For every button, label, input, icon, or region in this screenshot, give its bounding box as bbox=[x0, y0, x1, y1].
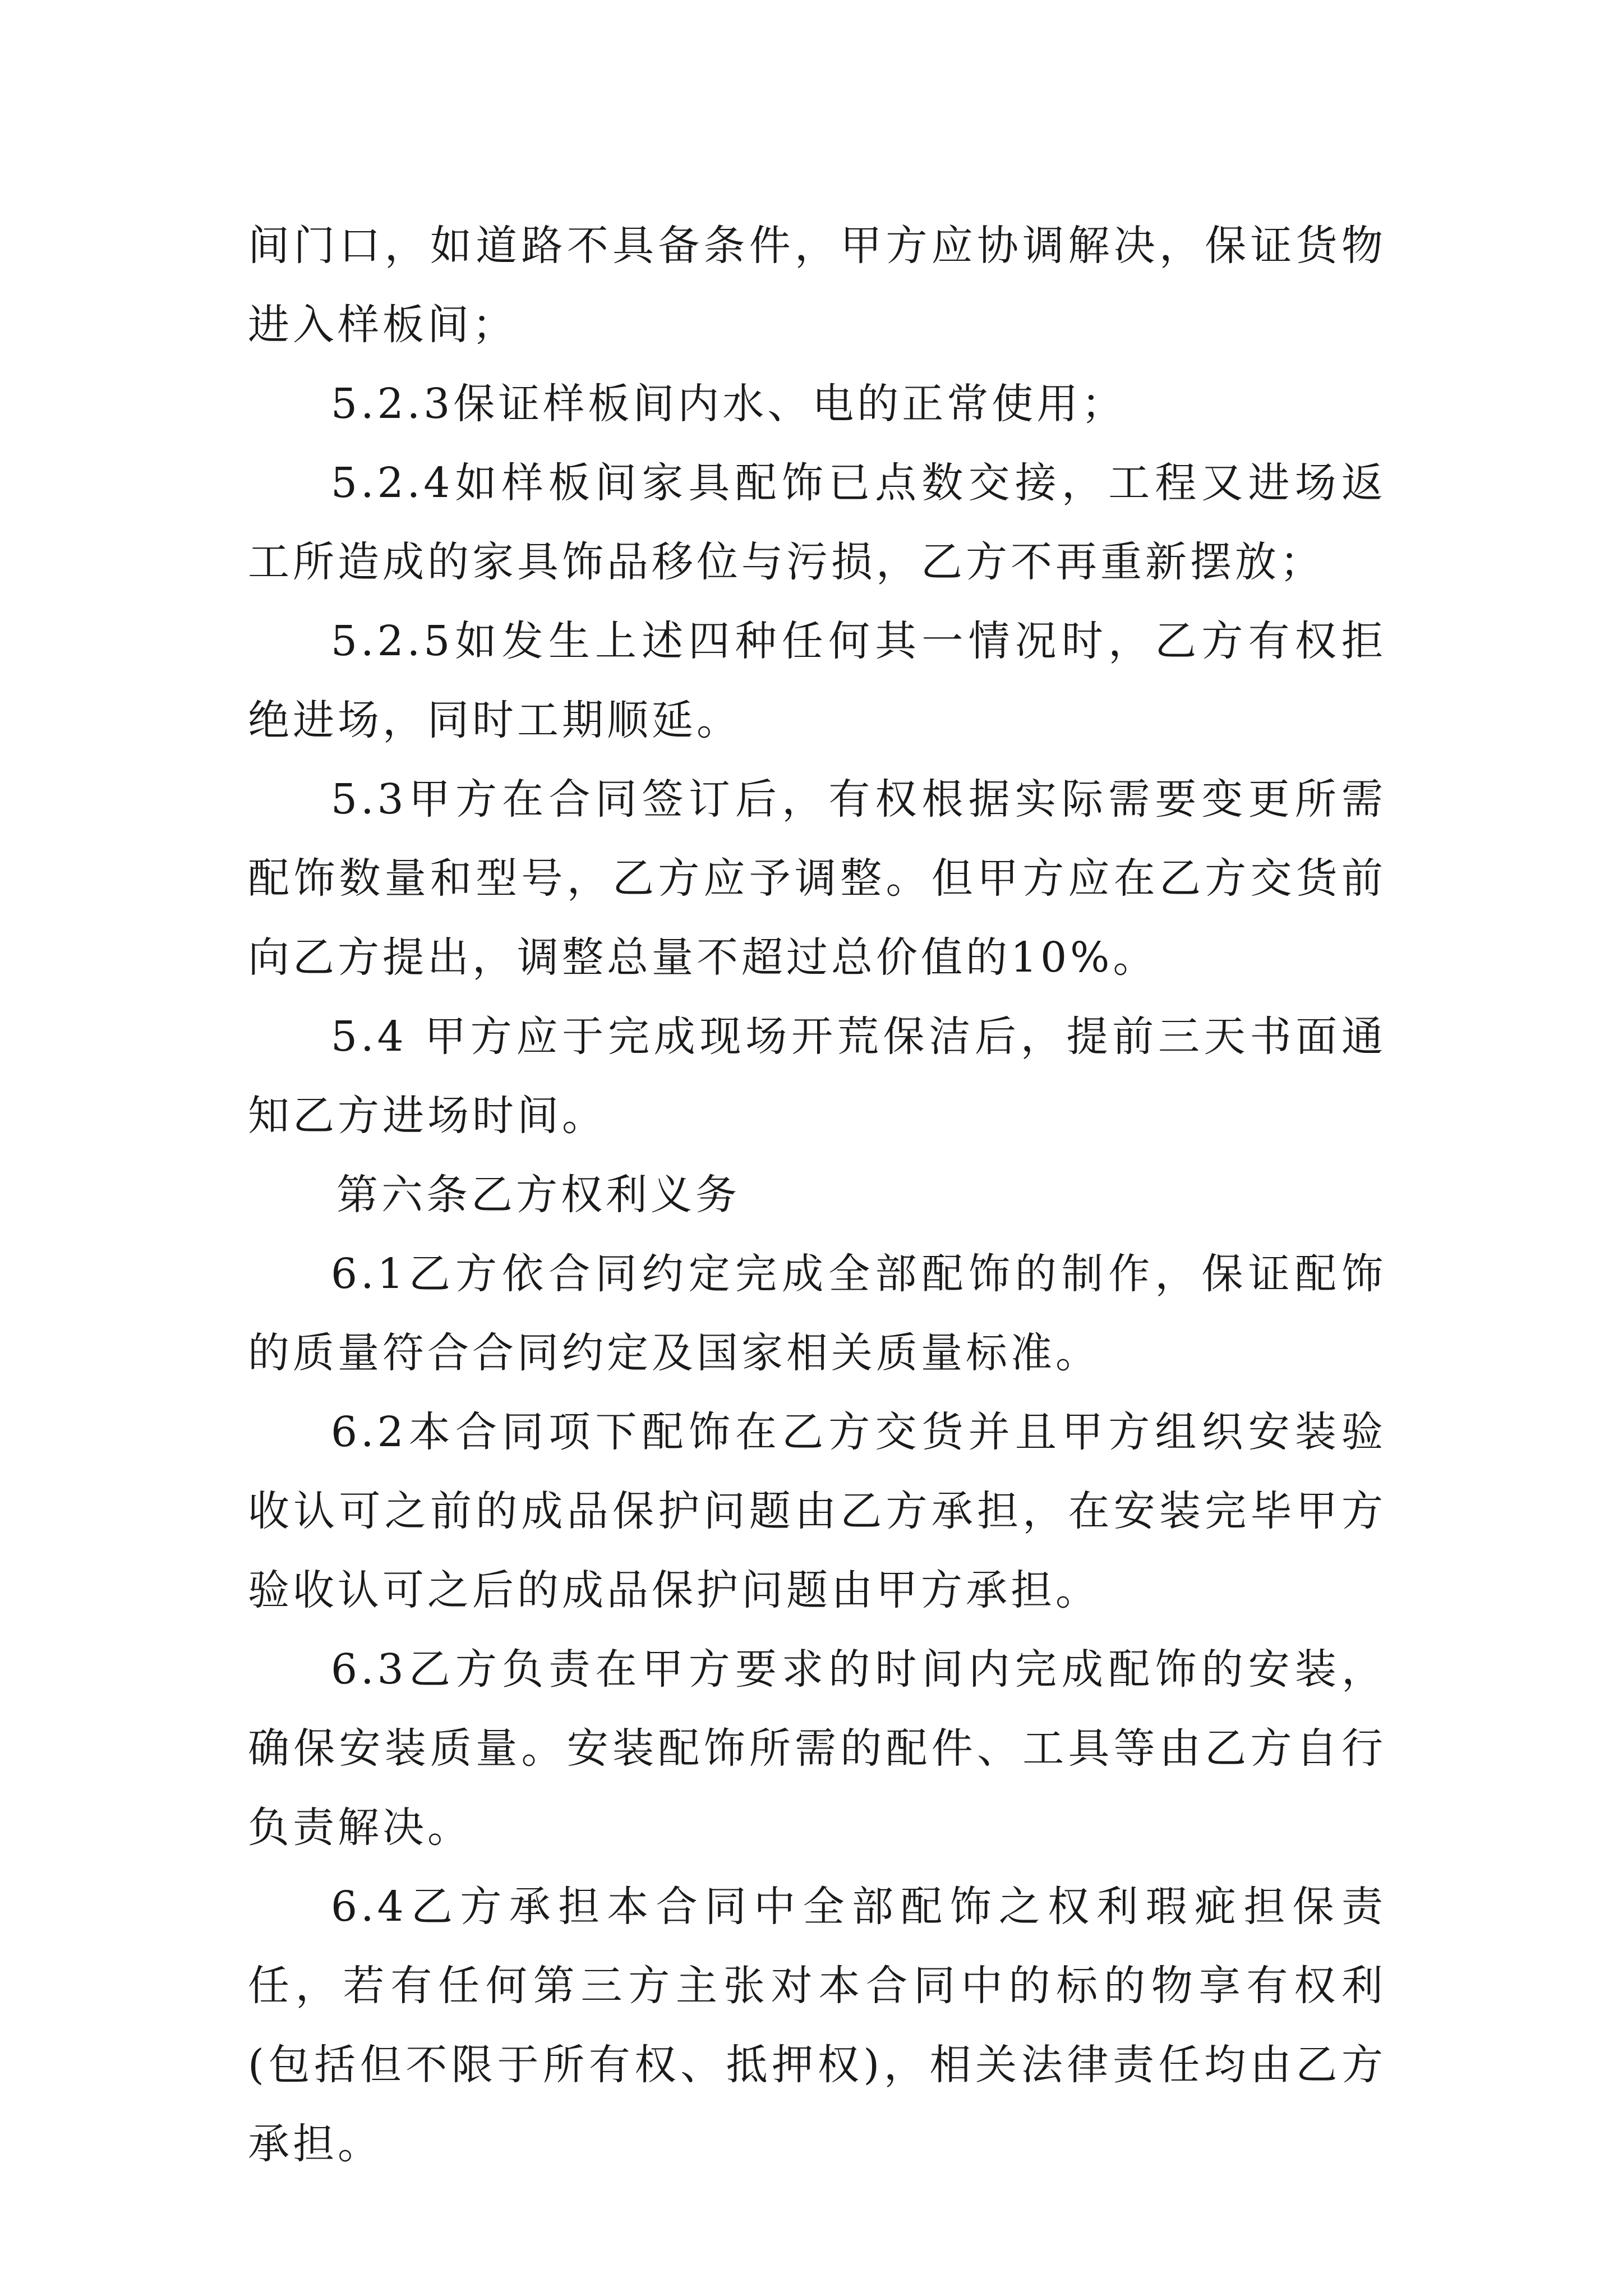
clause-5-2-5: 5.2.5如发生上述四种任何其一情况时，乙方有权拒绝进场，同时工期顺延。 bbox=[248, 617, 1386, 744]
clause-6-3: 6.3乙方负责在甲方要求的时间内完成配饰的安装，确保安装质量。安装配饰所需的配件、工具等由乙方自行负责解决。 bbox=[248, 1645, 1386, 1852]
clause-5-4: 5.4 甲方应于完成现场开荒保洁后，提前三天书面通知乙方进场时间。 bbox=[248, 1013, 1386, 1140]
section-heading-article-6: 第六条乙方权利义务 bbox=[336, 1171, 740, 1219]
clause-5-2-3: 5.2.3保证样板间内水、电的正常使用； bbox=[331, 380, 1127, 428]
clause-6-1: 6.1乙方依合同约定完成全部配饰的制作，保证配饰的质量符合合同约定及国家相关质量标准。 bbox=[248, 1250, 1386, 1377]
clause-6-4: 6.4乙方承担本合同中全部配饰之权利瑕疵担保责任，若有任何第三方主张对本合同中的标的物享有权利(包括但不限于所有权、抵押权)，相关法律责任均由乙方承担。 bbox=[248, 1883, 1386, 2168]
document-body bbox=[248, 206, 1386, 2184]
clause-5-3: 5.3甲方在合同签订后，有权根据实际需要变更所需配饰数量和型号，乙方应予调整。但甲方应在乙方交货前向乙方提出，调整总量不超过总价值的10%。 bbox=[248, 775, 1386, 982]
clause-5-2-4: 5.2.4如样板间家具配饰已点数交接，工程又进场返工所造成的家具饰品移位与污损，乙方不再重新摆放； bbox=[248, 459, 1386, 586]
clause-6-2: 6.2本合同项下配饰在乙方交货并且甲方组织安装验收认可之前的成品保护问题由乙方承担，在安装完毕甲方验收认可之后的成品保护问题由甲方承担。 bbox=[248, 1408, 1386, 1614]
paragraph-continuation: 间门口，如道路不具备条件，甲方应协调解决，保证货物进入样板间； bbox=[248, 222, 1386, 349]
